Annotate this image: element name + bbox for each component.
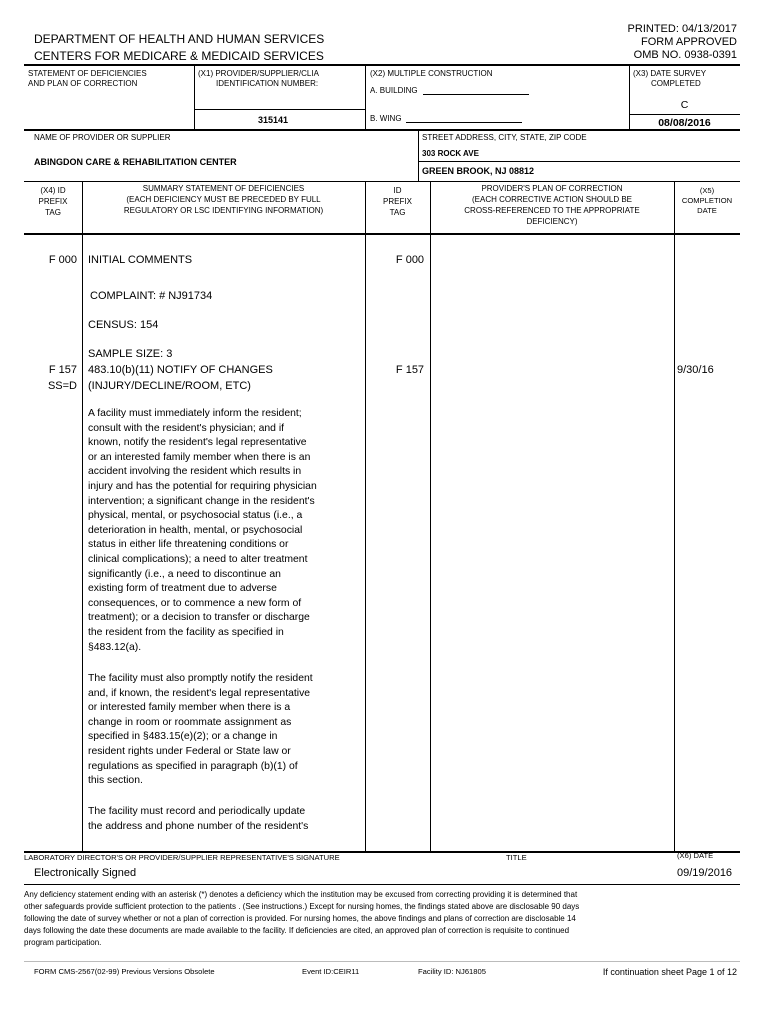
department-title: DEPARTMENT OF HEALTH AND HUMAN SERVICES [34,32,325,46]
signature-date: 09/19/2016 [677,867,733,879]
footnote [24,889,579,949]
address-label: STREET ADDRESS, CITY, STATE, ZIP CODE [422,133,587,142]
divider [194,109,365,110]
column-divider [365,181,366,851]
summary-label-2: (EACH DEFICIENCY MUST BE PRECEDED BY FULL [126,195,321,204]
tag-f000-plan: F 000 [395,254,425,266]
page-number: If continuation sheet Page 1 of 12 [602,967,737,977]
summary-label-3: REGULATORY OR LSC IDENTIFYING INFORMATION) [123,206,324,215]
tag-f157: F 157 [48,364,77,376]
text-line: the address and phone number of the resident's [88,820,309,832]
x5-label-3: DATE [697,206,717,215]
centers-title: CENTERS FOR MEDICARE & MEDICAID SERVICES [34,49,324,63]
text-line: deterioration in health, mental, or psychosocial [88,524,303,536]
statement-label-2: AND PLAN OF CORRECTION [28,79,138,88]
text-line: existing form of treatment due to adverse [88,583,277,595]
footer-rule [24,961,740,962]
rule [24,233,740,235]
footnote-line: following the date of survey whether or not a plan of correction is provided. For nursing homes, the above findings and plans of correction are disclosable 14 [24,914,576,923]
text-line: accident involving the resident which results in [88,466,302,478]
scope-severity: SS=D [47,380,77,392]
x5-label-2: COMPLETION [681,196,733,205]
divider [629,114,740,115]
paragraph-2 [88,672,313,789]
signature-value: Electronically Signed [34,867,137,879]
completion-date: 9/30/16 [677,364,714,376]
sample-size: SAMPLE SIZE: 3 [88,348,173,360]
building-blank [423,94,529,95]
provider-name-label: NAME OF PROVIDER OR SUPPLIER [34,133,171,142]
id-label-1: ID [393,186,402,195]
regulation-line-1: 483.10(b)(11) NOTIFY OF CHANGES [88,364,273,376]
building-label: A. BUILDING [370,86,418,95]
provider-number: 315141 [258,115,289,125]
text-line: §483.12(a). [88,641,142,653]
column-divider [430,181,431,851]
text-line: A facility must immediately inform the resident; [88,408,302,419]
wing-label: B. WING [370,114,402,123]
footnote-line: Any deficiency statement ending with an asterisk (*) denotes a deficiency which the institution may be excused from correcting providing it is determined that [24,890,578,899]
facility-id: Facility ID: NJ61805 [418,967,486,976]
statement-label-1: STATEMENT OF DEFICIENCIES [28,69,147,78]
form-approved: FORM APPROVED [641,36,737,48]
text-line: or interested family member when there is a [88,702,291,714]
survey-letter: C [680,99,689,111]
x3-label-2: COMPLETED [651,79,701,88]
footnote-line: other safeguards provide sufficient protection to the patients . (See instructions.) Except for nursing homes, the findings stated above are disclosable 90 days [24,902,580,911]
x4-label-3: TAG [45,208,61,217]
plan-label-1: PROVIDER'S PLAN OF CORRECTION [481,184,623,193]
plan-label-4: DEFICIENCY) [526,217,578,226]
signature-label: LABORATORY DIRECTOR'S OR PROVIDER/SUPPLIER REPRESENTATIVE'S SIGNATURE [24,853,340,862]
tag-f157-plan: F 157 [395,364,425,376]
divider [365,65,366,130]
paragraph-3 [88,805,308,834]
id-label-3: TAG [389,208,406,217]
printed-date: PRINTED: 04/13/2017 [627,23,737,35]
text-line: or an interested family member when there is an [88,451,311,463]
text-line: and, if known, the resident's legal representative [88,687,311,699]
text-line: intervention; a significant change in the resident's [88,495,315,507]
column-divider [82,181,83,851]
text-line: this section. [88,775,143,787]
text-line: treatment); or a decision to transfer or discharge [88,612,310,624]
x6-date-label: (X6) DATE [677,851,714,860]
text-line: clinical complications); a need to alter treatment [88,553,308,565]
x1-label-2: IDENTIFICATION NUMBER: [216,79,319,88]
tag-f000: F 000 [48,254,77,266]
top-rule [24,64,740,66]
plan-label-3: CROSS-REFERENCED TO THE APPROPRIATE [464,206,640,215]
survey-date: 08/08/2016 [658,117,711,129]
x3-label-1: (X3) DATE SURVEY [633,69,707,78]
rule [24,181,740,182]
x4-label-2: PREFIX [38,197,68,206]
footnote-line: days following the date these documents are made available to the facility. If deficiencies are cited, an approved plan of correction is requisite to continued [24,926,570,935]
rule [24,129,740,131]
id-label-2: PREFIX [383,197,412,206]
divider [418,161,740,162]
event-id: Event ID:CEIR11 [302,967,360,976]
x5-label-1: (X5) [699,186,715,195]
rule [24,884,740,885]
initial-comments: INITIAL COMMENTS [88,254,193,266]
regulation-line-2: (INJURY/DECLINE/ROOM, ETC) [88,380,251,392]
x1-label-1: (X1) PROVIDER/SUPPLIER/CLIA [198,69,319,78]
text-line: significantly (i.e., a need to discontinue an [88,568,281,580]
divider [418,130,419,181]
form-number: FORM CMS-2567(02-99) Previous Versions Obsolete [34,967,215,976]
omb-number: OMB NO. 0938-0391 [633,49,737,61]
x2-label: (X2) MULTIPLE CONSTRUCTION [370,69,493,78]
complaint-number: COMPLAINT: # NJ91734 [90,290,213,302]
text-line: regulations as specified in paragraph (b)(1) of [88,760,298,772]
text-line: the resident from the facility as specified in [88,626,284,638]
text-line: The facility must also promptly notify the resident [88,673,313,684]
street-address: 303 ROCK AVE [422,149,479,158]
plan-label-2: (EACH CORRECTIVE ACTION SHOULD BE [471,195,633,204]
column-divider [674,181,675,851]
provider-name: ABINGDON CARE & REHABILITATION CENTER [34,157,237,167]
census: CENSUS: 154 [88,319,159,331]
text-line: specified in §483.15(e)(2); or a change in [88,731,278,743]
x4-label-1: (X4) ID [40,186,66,195]
text-line: known, notify the resident's legal representative [88,437,307,449]
text-line: consequences, or to commence a new form of [88,597,302,609]
footnote-line: program participation. [24,938,102,947]
text-line: injury and has the potential for requiring physician [88,480,317,492]
text-line: consult with the resident's physician; and if [88,422,285,434]
title-label: TITLE [506,853,527,862]
text-line: The facility must record and periodically update [88,806,306,817]
text-line: change in room or roommate assignment as [88,716,292,728]
divider [194,65,195,130]
city-state-zip: GREEN BROOK, NJ 08812 [422,166,535,176]
paragraph-1 [88,407,317,655]
wing-blank [406,122,522,123]
text-line: resident rights under Federal or State law or [88,745,291,757]
summary-label-1: SUMMARY STATEMENT OF DEFICIENCIES [142,184,305,193]
text-line: physical, mental, or psychosocial status (i.e., a [88,510,303,522]
text-line: status in either life threatening conditions or [88,539,289,551]
